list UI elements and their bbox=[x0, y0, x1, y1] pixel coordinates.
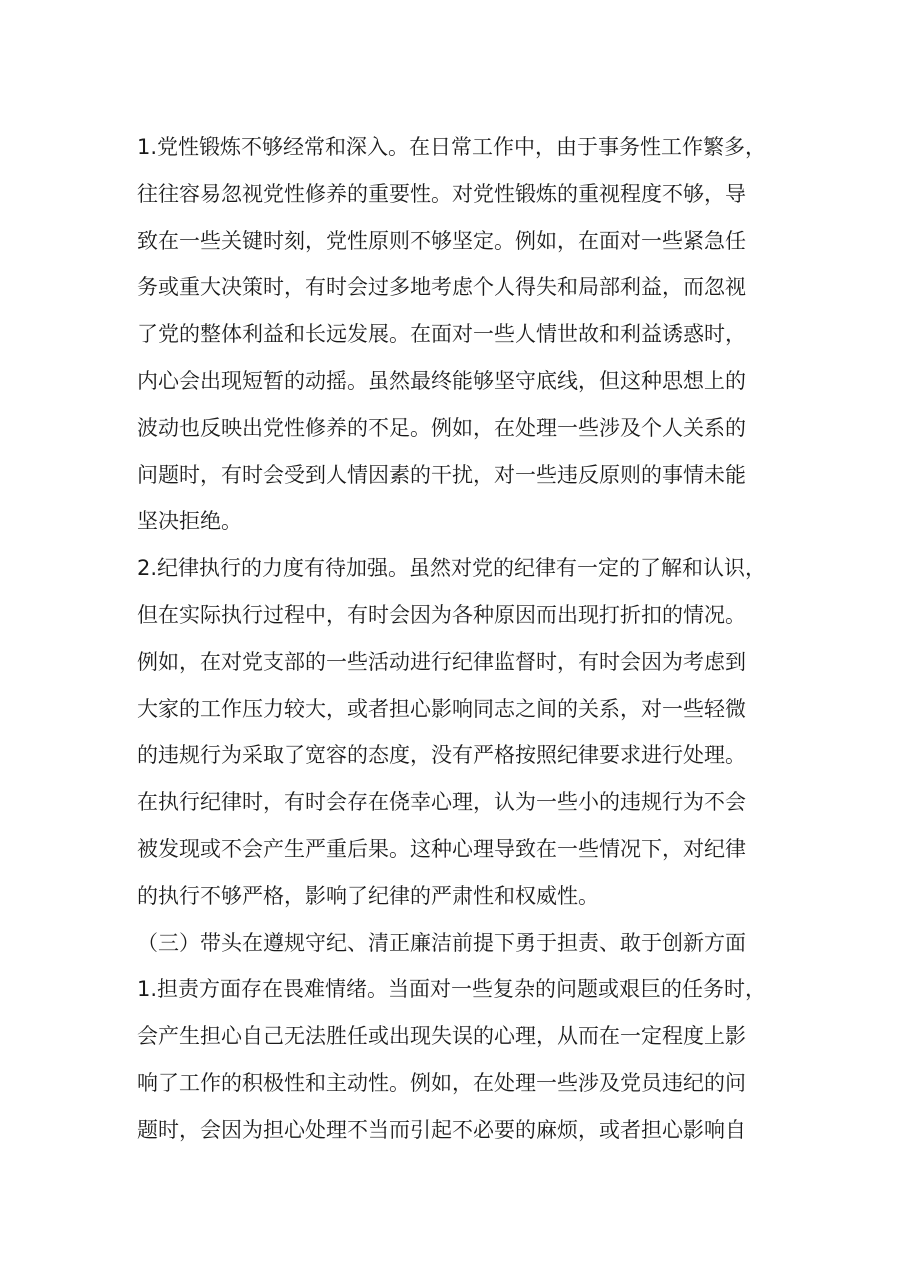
paragraph-2-line-7: 被发现或不会产生严重后果。这种心理导致在一些情况下，对纪律 bbox=[137, 836, 746, 861]
section-heading: （三）带头在遵规守纪、清正廉洁前提下勇于担责、敢于创新方面 bbox=[137, 930, 746, 955]
paragraph-1-line-1: 1.党性锻炼不够经常和深入。在日常工作中，由于事务性工作繁多， bbox=[137, 135, 767, 159]
paragraph-1-line-3: 致在一些关键时刻，党性原则不够坚定。例如，在面对一些紧急任 bbox=[137, 228, 746, 253]
paragraph-2-line-6: 在执行纪律时，有时会存在侥幸心理，认为一些小的违规行为不会 bbox=[137, 790, 746, 815]
paragraph-1-line-4: 务或重大决策时，有时会过多地考虑个人得失和局部利益，而忽视 bbox=[137, 275, 746, 300]
paragraph-2-line-2: 但在实际执行过程中，有时会因为各种原因而出现打折扣的情况。 bbox=[137, 602, 746, 627]
paragraph-3-line-3: 响了工作的积极性和主动性。例如，在处理一些涉及党员违纪的问 bbox=[137, 1070, 746, 1095]
paragraph-1-line-8: 问题时，有时会受到人情因素的干扰，对一些违反原则的事情未能 bbox=[137, 462, 746, 487]
paragraph-2-line-4: 大家的工作压力较大，或者担心影响同志之间的关系，对一些轻微 bbox=[137, 696, 746, 721]
paragraph-2-line-8: 的执行不够严格，影响了纪律的严肃性和权威性。 bbox=[137, 883, 599, 908]
paragraph-1-line-7: 波动也反映出党性修养的不足。例如，在处理一些涉及个人关系的 bbox=[137, 415, 746, 440]
paragraph-3-line-4: 题时，会因为担心处理不当而引起不必要的麻烦，或者担心影响自 bbox=[137, 1117, 746, 1142]
document-body bbox=[137, 124, 787, 1154]
paragraph-1-line-9: 坚决拒绝。 bbox=[137, 509, 242, 534]
paragraph-1-line-5: 了党的整体利益和长远发展。在面对一些人情世故和利益诱惑时， bbox=[137, 322, 746, 347]
paragraph-1-line-6: 内心会出现短暂的动摇。虽然最终能够坚守底线，但这种思想上的 bbox=[137, 368, 746, 393]
paragraph-3-line-1: 1.担责方面存在畏难情绪。当面对一些复杂的问题或艰巨的任务时， bbox=[137, 977, 767, 1002]
paragraph-2-line-5: 的违规行为采取了宽容的态度，没有严格按照纪律要求进行处理。 bbox=[137, 743, 746, 768]
paragraph-2-line-1: 2.纪律执行的力度有待加强。虽然对党的纪律有一定的了解和认识， bbox=[137, 556, 767, 581]
paragraph-1-line-2: 往往容易忽视党性修养的重要性。对党性锻炼的重视程度不够，导 bbox=[137, 181, 746, 206]
paragraph-3-line-2: 会产生担心自己无法胜任或出现失误的心理，从而在一定程度上影 bbox=[137, 1024, 746, 1049]
paragraph-2-line-3: 例如，在对党支部的一些活动进行纪律监督时，有时会因为考虑到 bbox=[137, 649, 746, 674]
